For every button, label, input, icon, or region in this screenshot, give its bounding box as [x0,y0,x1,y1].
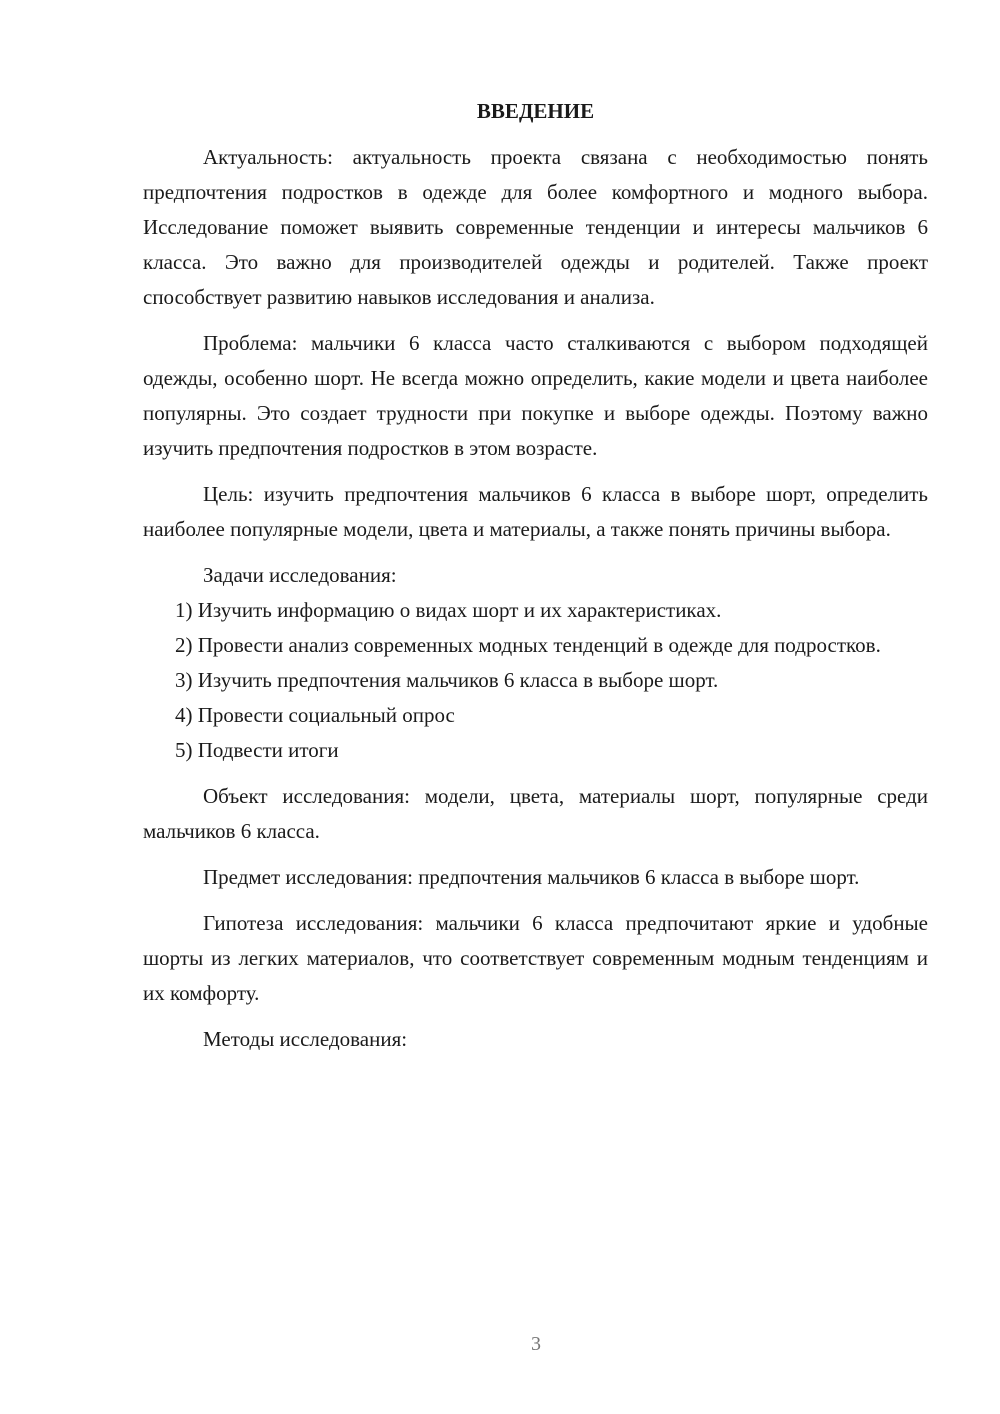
methods-heading: Методы исследования: [203,1027,408,1051]
page-content [143,94,928,1057]
task-item: 1) Изучить информацию о видах шорт и их характеристиках. [175,598,722,622]
page-number: 3 [531,1333,541,1355]
task-item: 2) Провести анализ современных модных тенденций в одежде для подростков. [175,633,881,657]
task-item: 4) Провести социальный опрос [175,703,455,727]
subject-paragraph: Предмет исследования: предпочтения мальчиков 6 класса в выборе шорт. [203,865,860,889]
tasks-heading: Задачи исследования: [203,563,397,587]
problem-paragraph: Проблема: мальчики 6 класса часто сталкиваются с выбором подходящей одежды, особенно шорт. Не всегда можно определить, какие модели и цвета наиболее популярны. Это создает трудности при покупке и выборе одежды. Поэтому важно изучить предпочтения подростков в этом возрасте. [143,331,928,460]
task-item: 5) Подвести итоги [175,738,339,762]
object-paragraph: Объект исследования: модели, цвета, материалы шорт, популярные среди мальчиков 6 класса. [143,784,928,843]
section-title: ВВЕДЕНИЕ [476,99,595,123]
hypothesis-paragraph: Гипотеза исследования: мальчики 6 класса предпочитают яркие и удобные шорты из легких материалов, что соответствует современным модным тенденциям и их комфорту. [143,911,928,1005]
goal-paragraph: Цель: изучить предпочтения мальчиков 6 класса в выборе шорт, определить наиболее популярные модели, цвета и материалы, а также понять причины выбора. [143,482,928,541]
task-item: 3) Изучить предпочтения мальчиков 6 класса в выборе шорт. [175,668,719,692]
relevance-paragraph: Актуальность: актуальность проекта связана с необходимостью понять предпочтения подростков в одежде для более комфортного и модного выбора. Исследование поможет выявить современные тенденции и интересы мальчиков 6 класса. Это важно для производителей одежды и родителей. Также проект способствует развитию навыков исследования и анализа. [143,145,928,309]
